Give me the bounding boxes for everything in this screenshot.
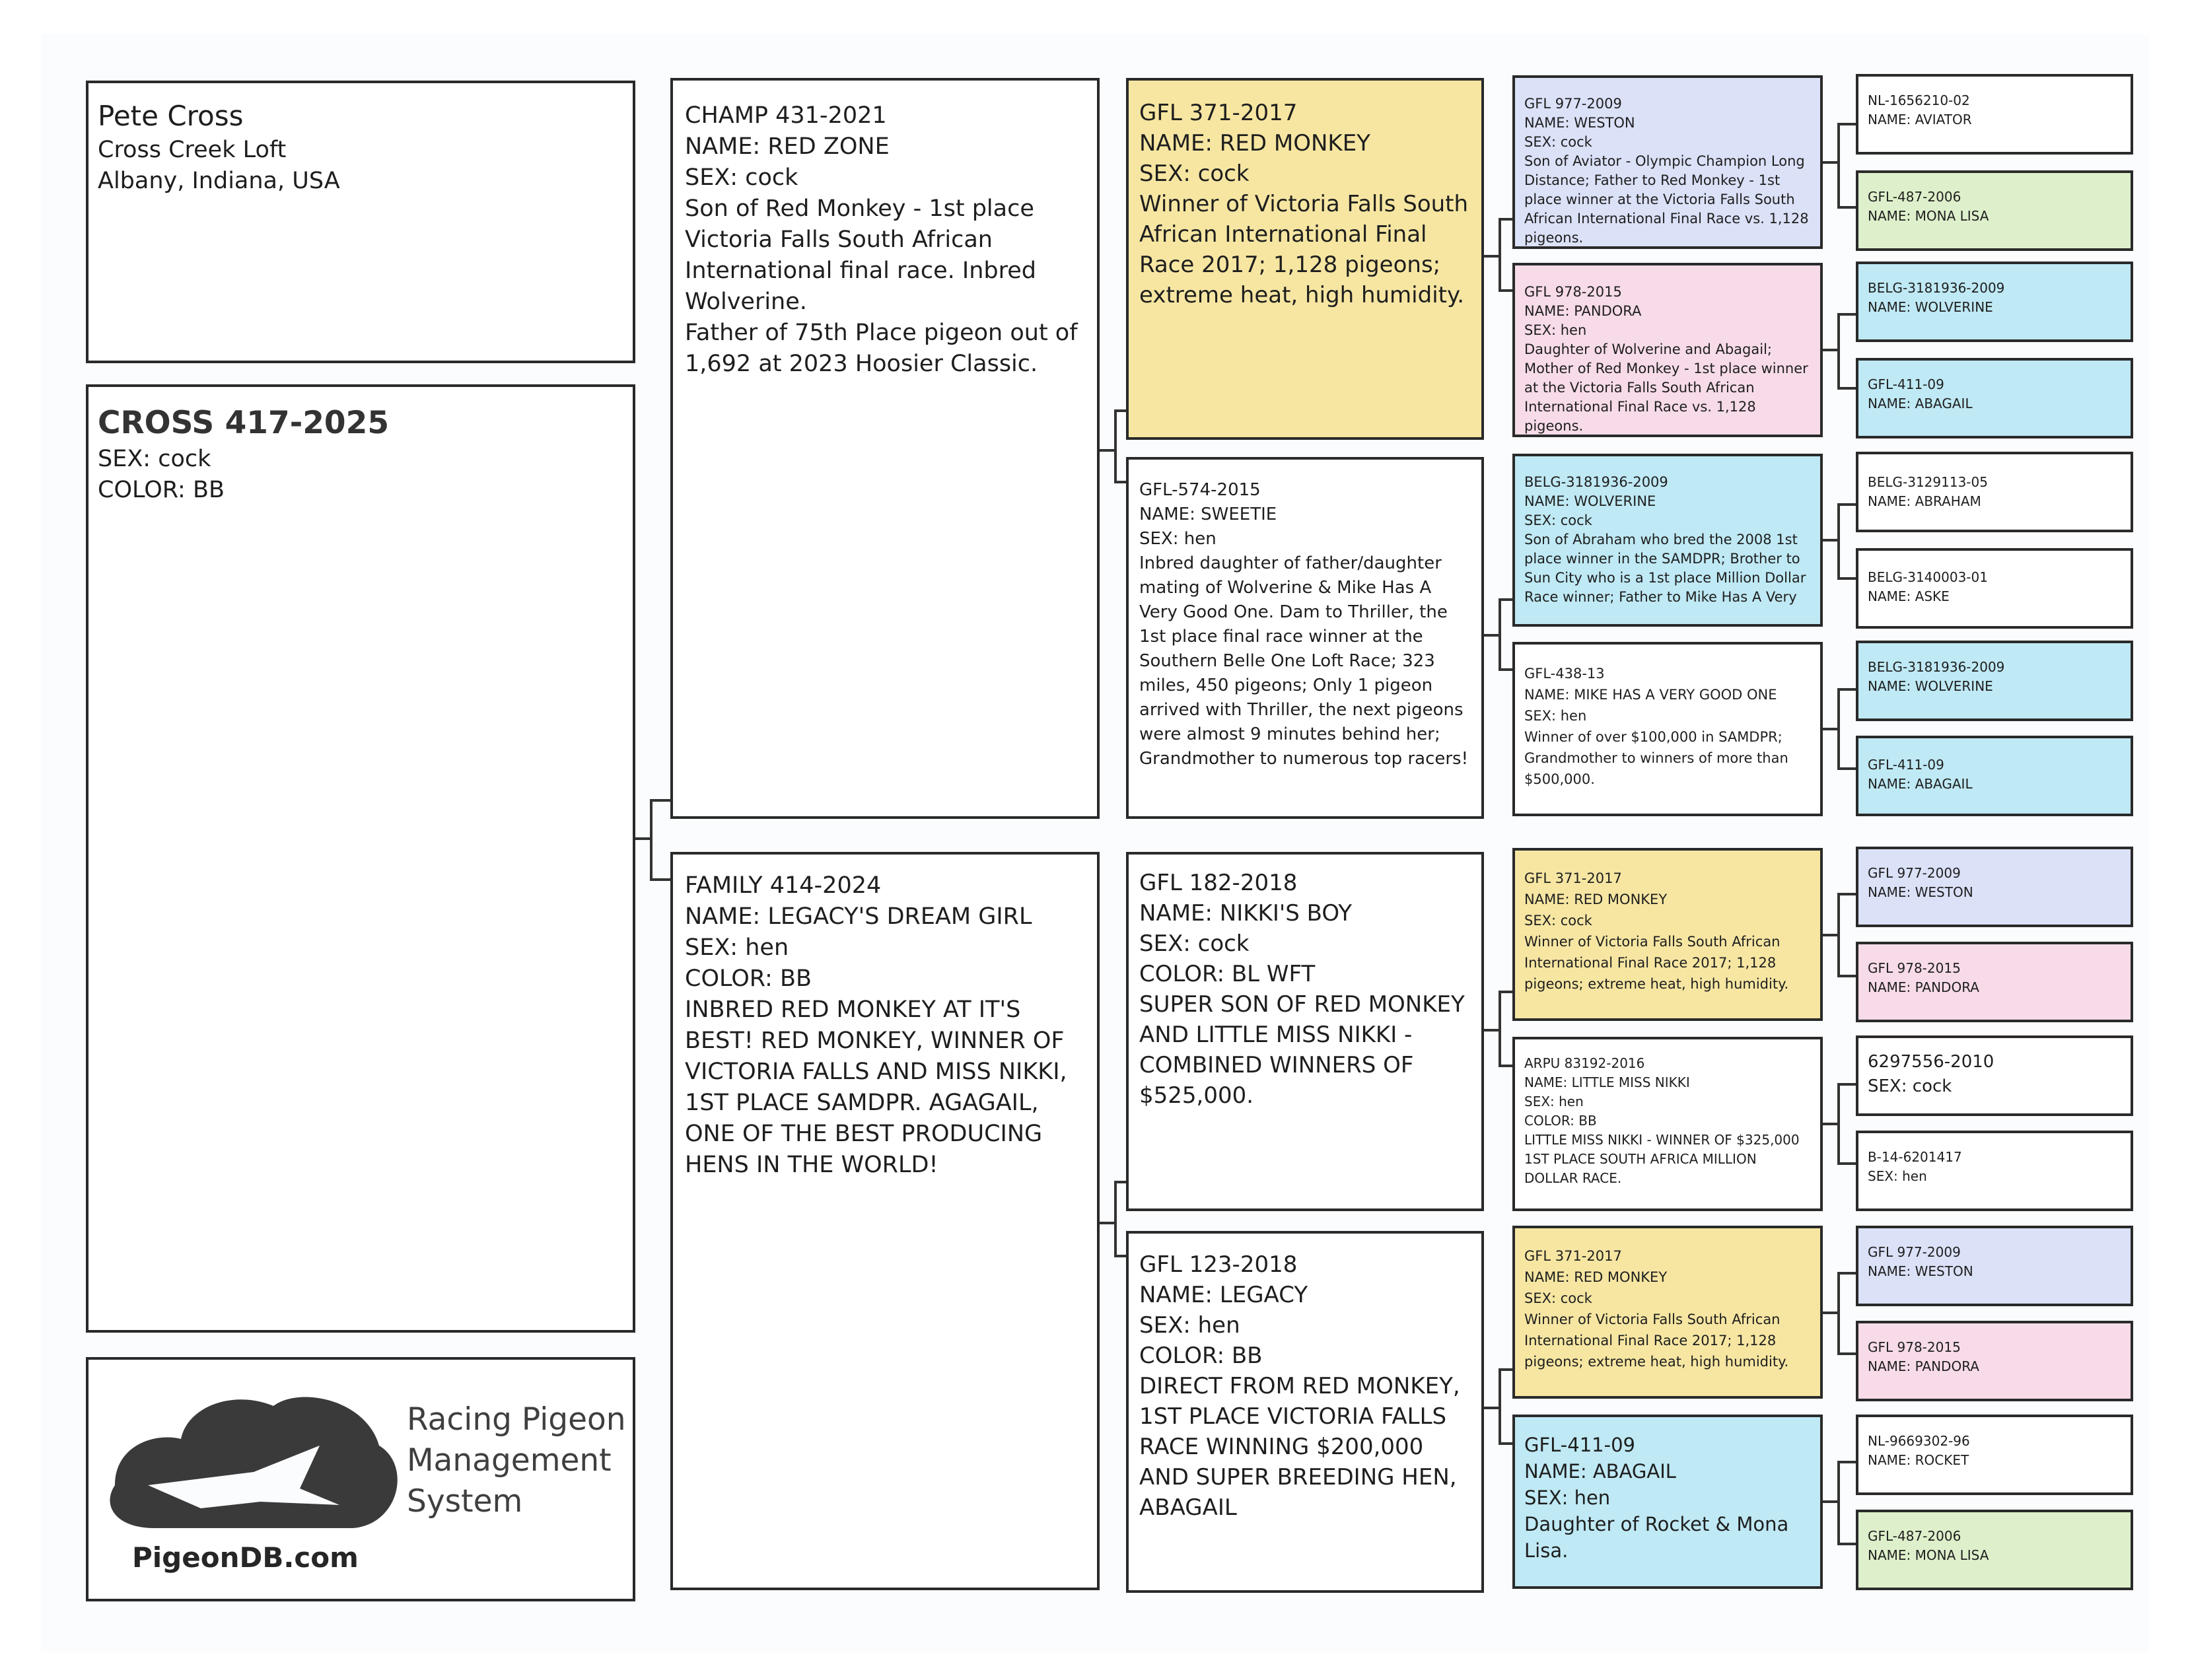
- gen4-name: NAME: WESTON: [1524, 115, 1635, 131]
- subject-color: COLOR: BB: [98, 477, 225, 503]
- gen3-band: GFL 123-2018: [1139, 1251, 1298, 1278]
- dam-name: NAME: LEGACY'S DREAM GIRL: [685, 903, 1032, 930]
- gen3-red-monkey-box: [1126, 78, 1484, 440]
- gen4-band: BELG-3181936-2009: [1524, 474, 1668, 490]
- connector: [1837, 313, 1856, 316]
- gen5-aviator-box: [1856, 74, 2133, 155]
- gen4-name: NAME: RED MONKEY: [1524, 1269, 1668, 1285]
- gen5-band: GFL-411-09: [1868, 376, 1944, 392]
- connector: [1499, 1368, 1501, 1445]
- gen3-sweetie-box: [1126, 457, 1484, 819]
- gen5-detail: NAME: MONA LISA: [1868, 1547, 1989, 1563]
- gen4-sex: SEX: hen: [1524, 1094, 1584, 1109]
- gen3-sex: SEX: cock: [1139, 160, 1250, 187]
- gen4-name: NAME: MIKE HAS A VERY GOOD ONE: [1524, 687, 1777, 703]
- gen5-abagail-box-2: [1856, 736, 2133, 816]
- connector: [1114, 409, 1117, 483]
- gen4-abagail-box: [1512, 1415, 1823, 1589]
- connector: [1837, 1461, 1840, 1545]
- gen4-band: GFL 371-2017: [1524, 870, 1622, 886]
- owner-box: [86, 81, 635, 363]
- gen5-band: GFL 977-2009: [1868, 865, 1961, 881]
- connector: [1100, 449, 1115, 452]
- gen5-band: GFL 977-2009: [1868, 1244, 1961, 1260]
- dam-sex: SEX: hen: [685, 934, 789, 961]
- gen4-band: GFL 371-2017: [1524, 1248, 1622, 1264]
- gen4-sex: SEX: hen: [1524, 708, 1587, 724]
- gen4-name: NAME: PANDORA: [1524, 303, 1642, 319]
- connector: [1823, 728, 1839, 730]
- gen5-weston-box: [1856, 847, 2133, 927]
- gen3-nikkis-boy-box: [1126, 852, 1484, 1211]
- connector: [1823, 349, 1839, 351]
- gen3-note: Inbred daughter of father/daughter mating of Wolverine & Mike Has A Very Good One. Dam to Thriller, the 1st place final race winner at the Southern Belle One Loft Race; 323 miles, 450 pigeons; Only 1 pigeon arrived with Thriller, the next pigeons were almost 9 minutes behind her; Grandmother to numerous top racers!: [1139, 553, 1469, 769]
- gen4-color: COLOR: BB: [1524, 1113, 1597, 1129]
- gen4-wolverine-box: [1512, 454, 1823, 627]
- gen5-weston-box-2: [1856, 1226, 2133, 1306]
- gen4-band: GFL-438-13: [1524, 666, 1605, 682]
- gen5-abagail-box: [1856, 358, 2133, 438]
- connector: [1499, 991, 1512, 993]
- gen5-band: GFL-487-2006: [1868, 1528, 1961, 1544]
- connector: [1114, 1181, 1126, 1183]
- connector: [1837, 767, 1856, 770]
- gen5-6297556-box: [1856, 1035, 2133, 1116]
- gen5-wolverine-box: [1856, 262, 2133, 342]
- gen5-detail: NAME: WESTON: [1868, 884, 1973, 900]
- gen4-mike-box: [1512, 642, 1823, 816]
- gen5-wolverine-box-2: [1856, 641, 2133, 721]
- gen5-abraham-box: [1856, 452, 2133, 532]
- gen4-weston-box: [1512, 75, 1823, 249]
- sire-box: [670, 78, 1100, 819]
- sire-note-2: Father of 75th Place pigeon out of 1,692 at 2023 Hoosier Classic.: [685, 320, 1078, 377]
- brand-line-1: Racing Pigeon: [407, 1401, 626, 1438]
- connector: [1823, 1500, 1839, 1503]
- gen4-note: Winner of Victoria Falls South African International Final Race 2017; 1,128 pigeons; extreme heat, high humidity.: [1524, 934, 1789, 992]
- gen4-note: Daughter of Wolverine and Abagail; Mother of Red Monkey - 1st place winner at the Victoria Falls South African International Final Race vs. 1,128 pigeons.: [1524, 341, 1808, 434]
- gen4-band: ARPU 83192-2016: [1524, 1055, 1645, 1071]
- subject-box: [86, 384, 635, 1333]
- connector: [1837, 387, 1856, 390]
- connector: [1823, 161, 1839, 164]
- connector: [650, 799, 653, 881]
- connector: [1114, 1181, 1117, 1257]
- gen5-detail: SEX: cock: [1868, 1076, 1952, 1096]
- brand-line-3: System: [407, 1483, 523, 1520]
- connector: [1823, 1312, 1839, 1314]
- gen5-detail: NAME: PANDORA: [1868, 979, 1979, 995]
- brand-url: PigeonDB.com: [132, 1541, 359, 1574]
- gen5-band: GFL 978-2015: [1868, 960, 1961, 976]
- gen4-sex: SEX: cock: [1524, 134, 1592, 150]
- gen3-name: NAME: SWEETIE: [1139, 505, 1277, 524]
- connector: [1837, 1543, 1856, 1545]
- gen4-name: NAME: WOLVERINE: [1524, 493, 1656, 509]
- gen3-legacy-box: [1126, 1231, 1484, 1593]
- gen4-note: LITTLE MISS NIKKI - WINNER OF $325,000 1ST PLACE SOUTH AFRICA MILLION DOLLAR RACE.: [1524, 1132, 1800, 1186]
- connector: [1499, 1065, 1512, 1067]
- connector: [1837, 1461, 1856, 1463]
- gen3-band: GFL 182-2018: [1139, 870, 1298, 896]
- gen5-band: NL-1656210-02: [1868, 92, 1970, 108]
- connector: [1499, 598, 1501, 671]
- gen5-band: GFL-411-09: [1868, 757, 1944, 773]
- gen5-band: BELG-3181936-2009: [1868, 659, 2005, 675]
- gen4-note: Son of Aviator - Olympic Champion Long Distance; Father to Red Monkey - 1st place winner at the Victoria Falls South African International Final Race vs. 1,128 pigeons.: [1524, 153, 1809, 246]
- gen3-note: DIRECT FROM RED MONKEY, 1ST PLACE VICTORIA FALLS RACE WINNING $200,000 AND SUPER BREEDING HEN, ABAGAIL: [1139, 1373, 1460, 1521]
- gen4-sex: SEX: cock: [1524, 913, 1592, 928]
- gen5-rocket-box: [1856, 1415, 2133, 1495]
- connector: [1484, 255, 1500, 258]
- connector: [1837, 503, 1840, 580]
- connector: [650, 799, 670, 802]
- connector: [1837, 1162, 1856, 1165]
- connector: [635, 837, 651, 840]
- connector: [1837, 688, 1856, 691]
- sire-note: Son of Red Monkey - 1st place Victoria Falls South African International final race. Inbred Wolverine.: [685, 195, 1036, 315]
- owner-loft: Cross Creek Loft: [98, 137, 287, 163]
- gen4-band: GFL-411-09: [1524, 1434, 1635, 1456]
- connector: [1484, 1407, 1500, 1409]
- gen5-detail: NAME: PANDORA: [1868, 1358, 1979, 1374]
- gen5-b14-box: [1856, 1131, 2133, 1211]
- gen5-pandora-box-2: [1856, 1321, 2133, 1401]
- sire-band: CHAMP 431-2021: [685, 102, 887, 129]
- gen5-detail: NAME: WESTON: [1868, 1263, 1973, 1279]
- gen4-name: NAME: ABAGAIL: [1524, 1460, 1676, 1483]
- gen3-name: NAME: RED MONKEY: [1139, 130, 1370, 157]
- gen5-mona-lisa-box: [1856, 170, 2133, 251]
- subject-band: CROSS 417-2025: [98, 405, 390, 441]
- connector: [1100, 1222, 1115, 1224]
- owner-location: Albany, Indiana, USA: [98, 168, 340, 194]
- connector: [1837, 123, 1856, 125]
- gen5-detail: NAME: MONA LISA: [1868, 208, 1989, 224]
- gen4-note: Winner of over $100,000 in SAMDPR; Grandmother to winners of more than $500,000.: [1524, 729, 1788, 787]
- connector: [1823, 1123, 1839, 1125]
- connector: [1837, 577, 1856, 580]
- subject-sex: SEX: cock: [98, 446, 211, 472]
- dam-note: INBRED RED MONKEY AT IT'S BEST! RED MONKEY, WINNER OF VICTORIA FALLS AND MISS NIKKI, 1ST PLACE SAMDPR. AGAGAIL, ONE OF THE BEST PRODUCING HENS IN THE WORLD!: [685, 997, 1067, 1178]
- connector: [1484, 634, 1500, 637]
- brand-box: [86, 1357, 635, 1601]
- gen3-sex: SEX: hen: [1139, 1312, 1240, 1339]
- connector: [1837, 123, 1840, 209]
- connector: [1837, 1272, 1856, 1275]
- gen4-note: Son of Abraham who bred the 2008 1st place winner in the SAMDPR; Brother to Sun City who is a 1st place Million Dollar Race winner; Father to Mike Has A Very: [1524, 532, 1806, 605]
- gen3-sex: SEX: hen: [1139, 529, 1217, 549]
- gen3-band: GFL-574-2015: [1139, 480, 1261, 500]
- connector: [1114, 1255, 1126, 1257]
- gen4-red-monkey-box: [1512, 848, 1823, 1021]
- connector: [1837, 313, 1840, 390]
- gen5-band: GFL-487-2006: [1868, 189, 1961, 205]
- gen5-band: NL-9669302-96: [1868, 1433, 1970, 1449]
- gen4-name: NAME: RED MONKEY: [1524, 892, 1668, 907]
- gen4-red-monkey-box-2: [1512, 1226, 1823, 1399]
- gen5-mona-lisa-box-2: [1856, 1510, 2133, 1590]
- dam-box: [670, 852, 1100, 1590]
- gen5-detail: NAME: WOLVERINE: [1868, 678, 1993, 694]
- connector: [1837, 206, 1856, 209]
- gen3-note: Winner of Victoria Falls South African International Final Race 2017; 1,128 pigeons; extreme heat, high humidity.: [1139, 191, 1469, 308]
- gen4-sex: SEX: hen: [1524, 1487, 1611, 1509]
- owner-name: Pete Cross: [98, 100, 244, 132]
- gen4-note: Daughter of Rocket & Mona Lisa.: [1524, 1513, 1789, 1562]
- gen5-band: BELG-3129113-05: [1868, 474, 1988, 490]
- gen3-name: NAME: NIKKI'S BOY: [1139, 900, 1352, 927]
- connector: [1823, 539, 1839, 542]
- connector: [650, 878, 670, 881]
- gen4-sex: SEX: cock: [1524, 1290, 1592, 1306]
- gen5-detail: NAME: AVIATOR: [1868, 112, 1972, 127]
- sire-sex: SEX: cock: [685, 164, 798, 191]
- sire-name: NAME: RED ZONE: [685, 133, 890, 160]
- gen5-detail: NAME: ABAGAIL: [1868, 396, 1973, 411]
- gen4-band: GFL 978-2015: [1524, 284, 1622, 300]
- connector: [1499, 218, 1512, 221]
- gen5-detail: SEX: hen: [1868, 1168, 1927, 1184]
- connector: [1837, 893, 1856, 895]
- gen4-sex: SEX: hen: [1524, 322, 1587, 338]
- gen5-detail: NAME: ROCKET: [1868, 1452, 1969, 1468]
- gen4-pandora-box: [1512, 263, 1823, 437]
- gen3-name: NAME: LEGACY: [1139, 1282, 1308, 1308]
- connector: [1499, 991, 1501, 1067]
- gen5-pandora-box: [1856, 942, 2133, 1022]
- connector: [1837, 1352, 1856, 1355]
- pigeon-logo-icon: [102, 1373, 406, 1545]
- gen5-detail: NAME: ABAGAIL: [1868, 776, 1973, 792]
- connector: [1499, 289, 1512, 292]
- gen5-aske-box: [1856, 548, 2133, 629]
- gen5-band: BELG-3140003-01: [1868, 569, 1988, 585]
- gen4-little-miss-nikki-box: [1512, 1037, 1823, 1211]
- connector: [1499, 598, 1512, 601]
- gen3-note: SUPER SON OF RED MONKEY AND LITTLE MISS NIKKI - COMBINED WINNERS OF $525,000.: [1139, 991, 1465, 1109]
- connector: [1484, 1029, 1500, 1032]
- connector: [1114, 481, 1126, 483]
- connector: [1837, 975, 1856, 977]
- connector: [1837, 1083, 1856, 1086]
- connector: [1837, 1083, 1840, 1165]
- connector: [1837, 1272, 1840, 1355]
- connector: [1114, 409, 1126, 412]
- gen5-band: BELG-3181936-2009: [1868, 280, 2005, 296]
- gen3-sex: SEX: cock: [1139, 930, 1250, 957]
- gen5-detail: NAME: ABRAHAM: [1868, 493, 1981, 509]
- connector: [1837, 688, 1840, 770]
- dam-color: COLOR: BB: [685, 965, 812, 992]
- gen5-band: B-14-6201417: [1868, 1149, 1962, 1165]
- connector: [1499, 218, 1501, 292]
- gen5-band: 6297556-2010: [1868, 1052, 1994, 1072]
- gen4-name: NAME: LITTLE MISS NIKKI: [1524, 1074, 1690, 1090]
- gen4-note: Winner of Victoria Falls South African International Final Race 2017; 1,128 pigeons; extreme heat, high humidity.: [1524, 1312, 1789, 1370]
- connector: [1837, 893, 1840, 977]
- dam-band: FAMILY 414-2024: [685, 872, 882, 899]
- gen3-band: GFL 371-2017: [1139, 100, 1298, 126]
- connector: [1823, 934, 1839, 936]
- gen4-band: GFL 977-2009: [1524, 96, 1622, 112]
- gen5-detail: NAME: WOLVERINE: [1868, 299, 1993, 315]
- connector: [1499, 668, 1512, 671]
- brand-line-2: Management: [407, 1442, 612, 1479]
- gen3-color: COLOR: BB: [1139, 1343, 1263, 1369]
- connector: [1499, 1442, 1512, 1445]
- connector: [1837, 503, 1856, 506]
- gen5-band: GFL 978-2015: [1868, 1339, 1961, 1355]
- gen3-color: COLOR: BL WFT: [1139, 961, 1316, 987]
- gen4-sex: SEX: cock: [1524, 512, 1592, 528]
- gen5-detail: NAME: ASKE: [1868, 588, 1950, 604]
- connector: [1499, 1368, 1512, 1371]
